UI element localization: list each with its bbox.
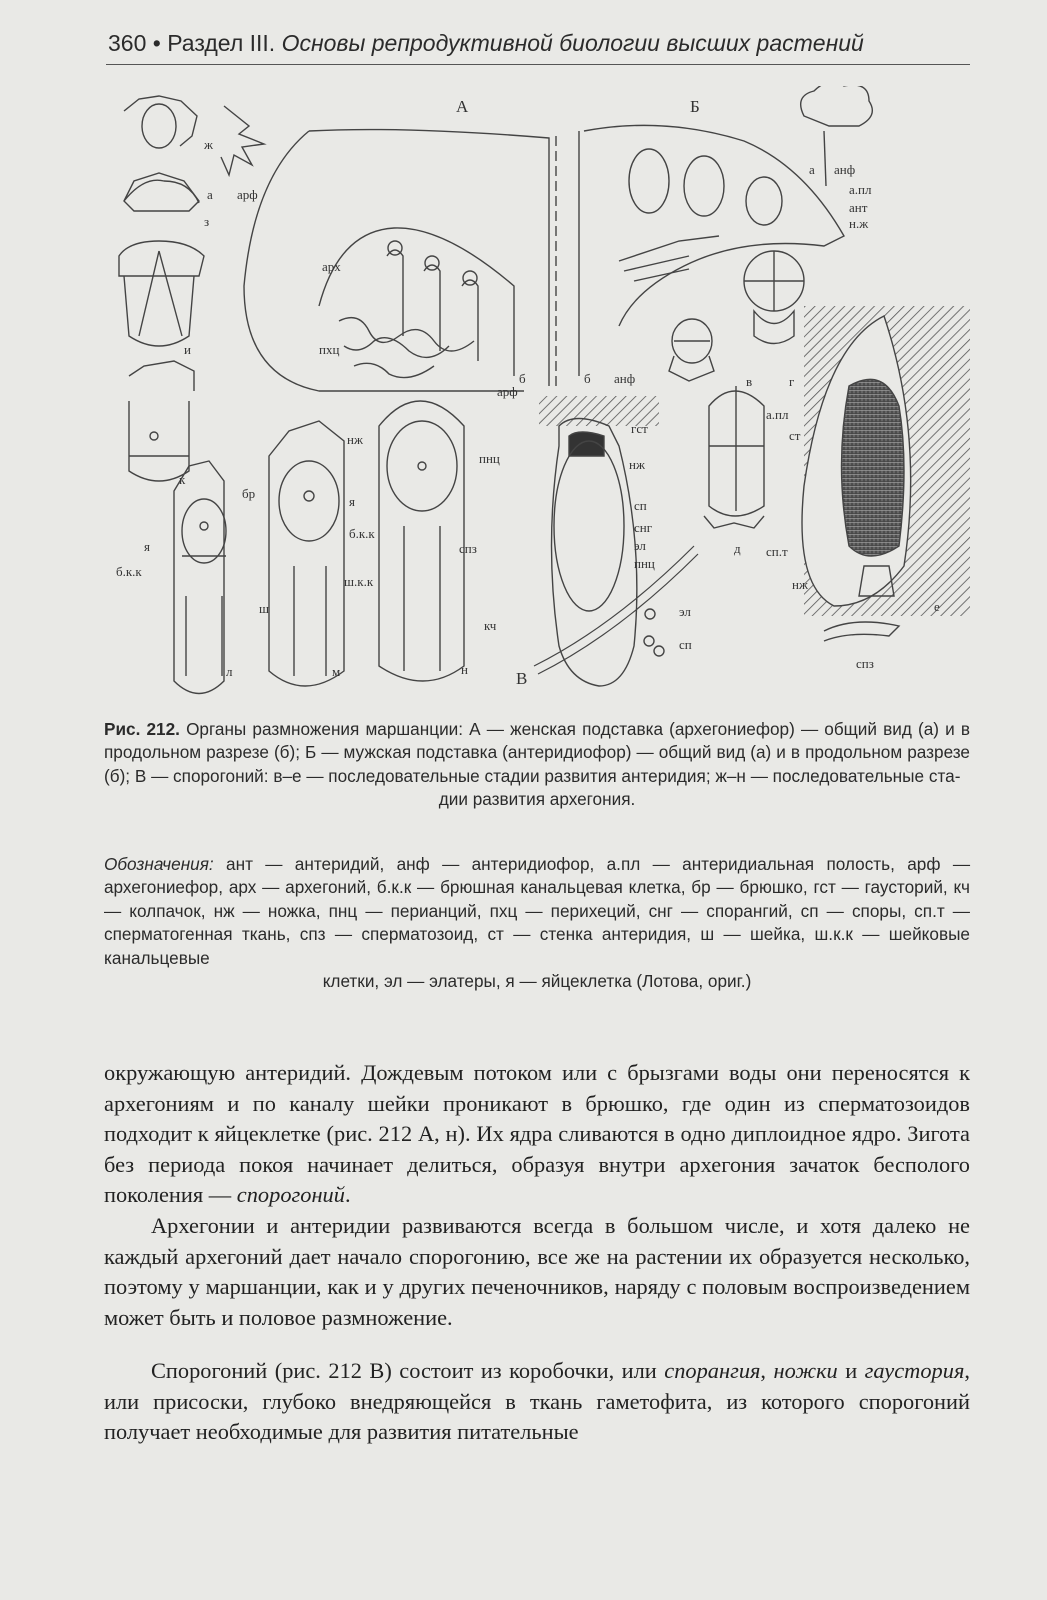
label-st: ст [789,428,801,443]
label-arh: арх [322,259,341,274]
stage-letter-a-small: а [207,187,213,202]
legend-label: Обозначения: [104,854,214,874]
label-sp: сп [634,498,647,513]
label-apl-stage: а.пл [766,407,789,422]
label-el: эл [634,538,646,553]
label-ya-l: я [144,539,150,554]
label-nzh-archegonium: нж [347,432,363,447]
label-ant: ант [849,200,868,215]
stage-letter-e: е [934,599,940,614]
label-bkk-m: б.к.к [349,526,375,541]
stage-letter-n: н [461,662,468,677]
paragraph-2-text: Архегонии и антеридии развиваются всегда в большом числе, и хотя далеко не каждый архегоний дает начало спорогонию, все же на растении их образуется несколько, поэтому у маршанции, как и у других печеночников, наряду с половым воспроизведением может быть и половое размножение. [104,1213,970,1330]
paragraph-3-text-d: , или присоски, глубоко внедряющейся в ткань гаметофита, из которого спорогоний получает необходимые для развития питательные [104,1358,970,1445]
stage-letter-zh: ж [204,137,213,152]
paragraph-1-emphasis: спорогоний [236,1182,345,1208]
archegoniophore-drawing [244,130,556,391]
paragraph-3-em-sporangium: спорангия [664,1358,761,1383]
stage-letter-a-b: а [809,162,815,177]
stage-letter-v: в [746,374,753,389]
paragraph-3-text-a: Спорогоний (рис. 212 В) состоит из коробочки, или [151,1358,657,1383]
label-anf-top: анф [834,162,856,177]
stage-letter-b-a: б [519,371,526,386]
paragraph-3-text-b: , [760,1358,767,1383]
page-number: 360 [108,30,147,56]
header-rule [106,64,970,65]
label-anf-bottom: анф [614,371,636,386]
panel-label-a: А [456,97,469,116]
label-apl-top: а.пл [849,182,872,197]
label-kch: кч [484,618,497,633]
figure-number: Рис. 212. [104,719,180,739]
label-nzh-antheridium: нж [792,577,808,592]
figure-212 [104,86,970,698]
archegonium-stages-early [119,96,264,481]
label-sh: ш [259,601,270,616]
figure-caption [104,718,970,812]
legend-text: ант — антеридий, анф — антеридиофор, а.пл — антеридиальная полость, арф — архегониефор, арх — архегоний, б.к.к — брюшная канальцевая клетка, бр — брюшко, гст — гаусторий, кч — колпачок, нж — ножка, пнц — перианций, пхц — перихеций, снг — спорангий, сп — споры, сп.т — сперматогенная ткань, спз — сперматозоид, ст — стенка антеридия, ш — шейка, ш.к.к — шейковые канальцевые [104,854,971,968]
label-arf-bottom: арф [497,384,518,399]
label-spt: сп.т [766,544,788,559]
panel-label-b: Б [690,97,700,116]
label-spz-free: спз [856,656,874,671]
stage-letter-l: л [226,664,233,679]
antheridium-stages [704,306,970,641]
section-label: Раздел III. [167,30,276,56]
paragraph-3-em-haustorium: гаустория [864,1358,965,1383]
legend-text-last: клетки, эл — элатеры, я — яйцеклетка (Лотова, ориг.) [322,971,752,992]
figure-legend [104,853,970,993]
stage-letter-z: з [204,214,210,229]
label-pnc-archegonium: пнц [479,451,500,466]
paragraph-1 [104,1058,970,1211]
label-shkk: ш.к.к [344,574,374,589]
label-ya-m: я [349,494,355,509]
panel-label-v: В [516,669,528,688]
stage-letter-k: к [179,472,186,487]
running-header [108,30,968,57]
label-spz-archegonium: спз [459,541,477,556]
header-bullet: • [152,30,161,56]
caption-text: Органы размножения маршанции: А — женская подставка (архегониефор) — общий вид (а) и в продольном разрезе (б); Б — мужская подставка (антеридиофор) — общий вид (а) и в продольном разрезе (б); В — спорогоний: в–е — последовательные стадии развития антеридия; ж–н — последовательные ста- [104,719,970,786]
stage-letter-m: м [332,664,341,679]
label-nzh-sporogonium: нж [629,457,645,472]
label-sng: снг [634,520,653,535]
stage-letter-g: г [789,374,795,389]
paragraph-1-text: окружающую антеридий. Дождевым потоком или с брызгами воды они переносятся к архегониям и по каналу шейки проникают в брюшко, где один из сперматозоидов подходит к яйцеклетке (рис. 212 А, н). Их ядра сливаются в одно диплоидное ядро. Зигота без периода покоя начинает делиться, образуя внутри архегония зачаток бесполого поколения — [104,1060,970,1208]
stage-letter-i: и [184,342,191,357]
label-bkk-l: б.к.к [116,564,142,579]
paragraph-3-em-stalk: ножки [773,1358,838,1383]
label-gst: гст [631,421,648,436]
paragraph-3-text-c: и [845,1358,858,1383]
stage-letter-b-b: б [584,371,591,386]
label-sp-loose: сп [679,637,692,652]
figure-illustration [104,86,970,698]
sporogonium-drawing [534,396,698,686]
stage-letter-d: д [734,541,741,556]
label-arf-top: арф [237,187,258,202]
label-el-loose: эл [679,604,691,619]
label-nzh-top: н.ж [849,216,869,231]
paragraph-2 [104,1211,970,1333]
caption-text-last: дии развития архегония. [438,789,636,810]
paragraph-3 [104,1356,970,1448]
label-pnc-sporogonium: пнц [634,556,655,571]
archegonium-stages-late [174,401,464,694]
chapter-title: Основы репродуктивной биологии высших растений [281,30,864,56]
label-br: бр [242,486,256,501]
paragraph-1-end: . [344,1182,351,1208]
label-phc: пхц [319,342,340,357]
